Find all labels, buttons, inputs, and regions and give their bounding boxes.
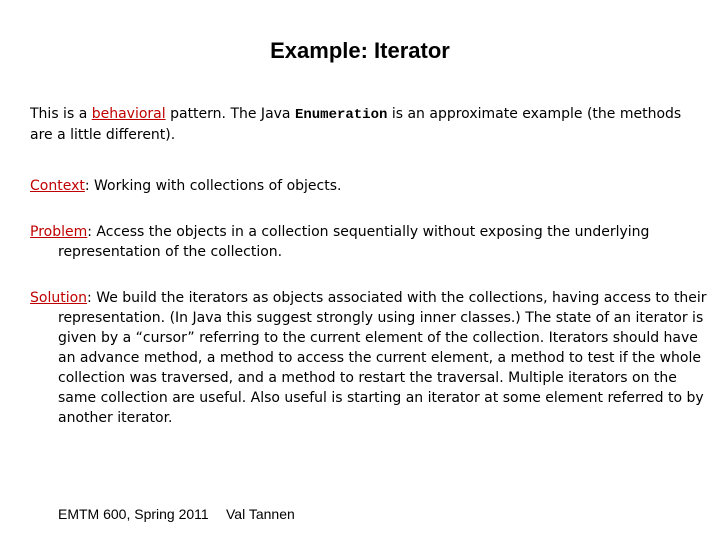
intro-text-post: is an approximate example (the methods are a little different).: [30, 106, 682, 143]
problem-link[interactable]: Problem: [30, 224, 88, 240]
enumeration-code: Enumeration: [294, 107, 388, 123]
behavioral-link[interactable]: behavioral: [91, 106, 166, 122]
problem-paragraph: [30, 222, 718, 262]
intro-text-mid: pattern. The Java: [165, 106, 295, 122]
problem-text: : Access the objects in a collection sequentially without exposing the underlying representation of the collection.: [58, 224, 650, 260]
context-text: : Working with collections of objects.: [84, 178, 342, 194]
solution-paragraph: [30, 288, 718, 428]
footer-author: Val Tannen: [226, 506, 295, 522]
intro-paragraph: [30, 104, 690, 145]
solution-text: : We build the iterators as objects associated with the collections, having access to their representation. (In Java this suggest strongly using inner classes.) The state of an iterator is given by a “cursor” referring to the current element of the collection. Iterators should have an advance method, a method to access the current element, a method to test if the whole collection was traversed, and a method to restart the traversal. Multiple iterators on the same collection are useful. Also useful is starting an iterator at some element referred to by another iterator.: [58, 290, 707, 426]
solution-link[interactable]: Solution: [30, 290, 88, 306]
context-link[interactable]: Context: [30, 178, 85, 194]
context-paragraph: [30, 176, 718, 196]
footer-course: EMTM 600, Spring 2011: [58, 506, 209, 522]
slide-title: Example: Iterator: [270, 38, 450, 63]
intro-text-pre: This is a: [30, 106, 92, 122]
